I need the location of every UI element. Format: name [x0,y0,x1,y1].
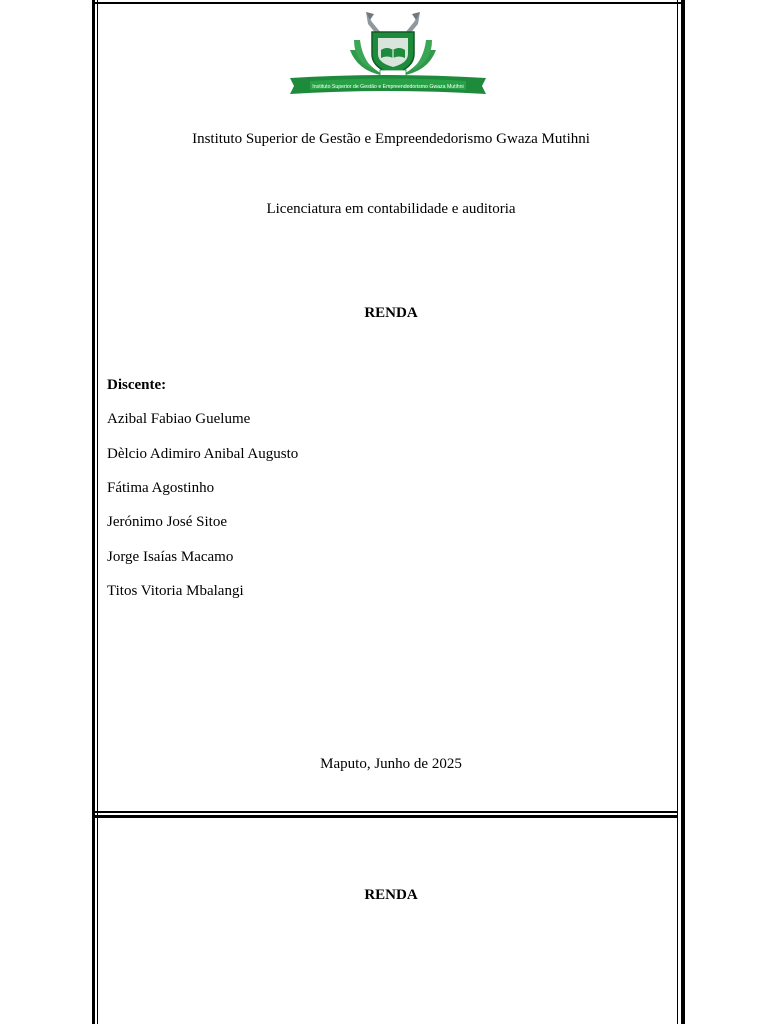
logo-banner-text: Instituto Superior de Gestão e Empreendedorismo Gwaza Mutihni [312,84,464,90]
course-name: Licenciatura em contabilidade e auditoria [266,201,516,217]
page-separator-thin [95,811,677,813]
page2-title: RENDA [364,887,418,903]
page-separator-thick [95,815,677,818]
students-label: Discente: [107,377,167,393]
page-border-right-inner [677,0,678,1024]
logo-emblem-icon [288,10,488,100]
institution-name: Instituto Superior de Gestão e Empreendedorismo Gwaza Mutihni [192,131,590,147]
page-border-left-inner [97,0,98,1024]
student-name: Jorge Isaías Macamo [107,549,234,565]
student-name: Fátima Agostinho [107,480,215,496]
student-name: Dèlcio Adimiro Anibal Augusto [107,446,299,462]
student-name: Titos Vitoria Mbalangi [107,583,244,599]
document-title: RENDA [364,305,418,321]
page-border-left-outer [92,0,95,1024]
page-border-top [92,2,685,4]
student-name: Jerónimo José Sitoe [107,514,227,530]
institution-logo [288,10,488,100]
page-border-right-outer [681,0,685,1024]
student-name: Azibal Fabiao Guelume [107,411,251,427]
place-and-date: Maputo, Junho de 2025 [320,756,462,772]
